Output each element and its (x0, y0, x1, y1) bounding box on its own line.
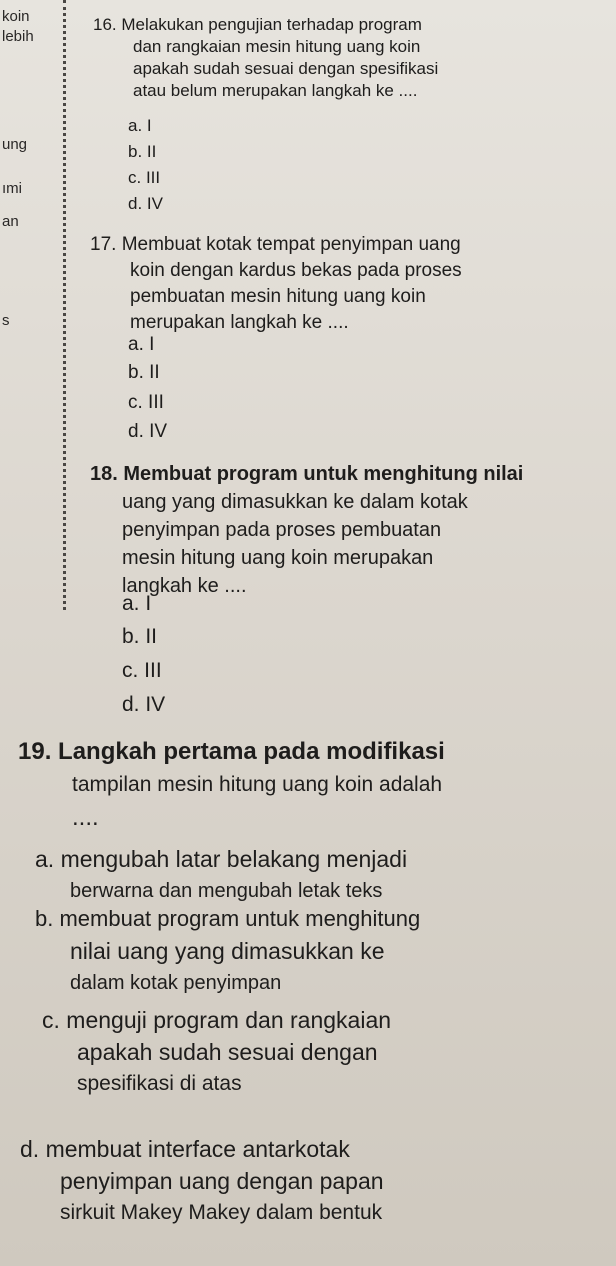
question-19-option-d-line: penyimpan uang dengan papan (60, 1168, 384, 1194)
question-18-option-d: d. IV (122, 693, 166, 716)
question-16-option-b: b. II (128, 142, 157, 161)
question-17-option-a: a. I (128, 334, 155, 355)
question-19-option-a-line: a. mengubah latar belakang menjadi (35, 846, 408, 872)
margin-word: an (2, 213, 19, 230)
margin-word: ımi (2, 180, 22, 197)
question-19-line: 19. Langkah pertama pada modifikasi (18, 738, 445, 765)
margin-word: lebih (2, 28, 34, 45)
question-19-line: .... (72, 804, 99, 831)
question-17-option-c: c. III (128, 392, 164, 413)
question-16-line: dan rangkaian mesin hitung uang koin (133, 37, 421, 56)
question-17-line: 17. Membuat kotak tempat penyimpan uang (90, 234, 461, 255)
question-19-option-a (35, 843, 407, 907)
question-16 (93, 14, 438, 102)
margin-word: s (2, 312, 10, 329)
question-17-option-b: b. II (128, 362, 160, 383)
question-19-option-c-line: c. menguji program dan rangkaian (42, 1007, 392, 1033)
question-18-option-c: c. III (122, 659, 162, 682)
question-19-option-a-line: berwarna dan mengubah letak teks (70, 880, 383, 902)
question-17-line: merupakan langkah ke .... (130, 312, 349, 333)
question-18-line: 18. Membuat program untuk menghitung nilai (90, 463, 524, 485)
question-19-option-d-line: sirkuit Makey Makey dalam bentuk (60, 1201, 383, 1224)
margin-word: koin (2, 8, 30, 25)
question-19 (18, 735, 445, 834)
question-19-option-c-line: spesifikasi di atas (77, 1072, 242, 1095)
question-19-option-b-line: b. membuat program untuk menghitung (35, 906, 421, 931)
question-18-line: langkah ke .... (122, 575, 247, 597)
question-19-option-c-line: apakah sudah sesuai dengan (77, 1039, 378, 1065)
question-16-line: 16. Melakukan pengujian terhadap program (93, 15, 422, 34)
question-16-option-a: a. I (128, 116, 152, 135)
question-17 (90, 232, 462, 336)
question-16-line: atau belum merupakan langkah ke .... (133, 81, 418, 100)
question-16-option-d: d. IV (128, 194, 163, 213)
question-19-option-d-line: d. membuat interface antarkotak (20, 1136, 350, 1162)
margin-word: ung (2, 136, 28, 153)
margin-divider (63, 0, 66, 610)
question-19-option-b-line: nilai uang yang dimasukkan ke (70, 938, 385, 964)
question-18 (90, 460, 523, 600)
question-18-option-a: a. I (122, 592, 152, 615)
question-17-option-d: d. IV (128, 421, 168, 442)
question-16-line: apakah sudah sesuai dengan spesifikasi (133, 59, 439, 78)
question-18-option-b: b. II (122, 625, 158, 648)
question-18-line: mesin hitung uang koin merupakan (122, 547, 434, 569)
question-19-line: tampilan mesin hitung uang koin adalah (72, 773, 443, 796)
question-19-option-d (20, 1133, 384, 1229)
question-17-line: koin dengan kardus bekas pada proses (130, 260, 462, 281)
question-19-option-b (35, 903, 420, 999)
question-18-line: penyimpan pada proses pembuatan (122, 519, 442, 541)
question-18-line: uang yang dimasukkan ke dalam kotak (122, 491, 468, 513)
question-16-option-c: c. III (128, 168, 161, 187)
question-19-option-b-line: dalam kotak penyimpan (70, 972, 282, 994)
question-19-option-c (42, 1004, 391, 1100)
question-17-line: pembuatan mesin hitung uang koin (130, 286, 426, 307)
